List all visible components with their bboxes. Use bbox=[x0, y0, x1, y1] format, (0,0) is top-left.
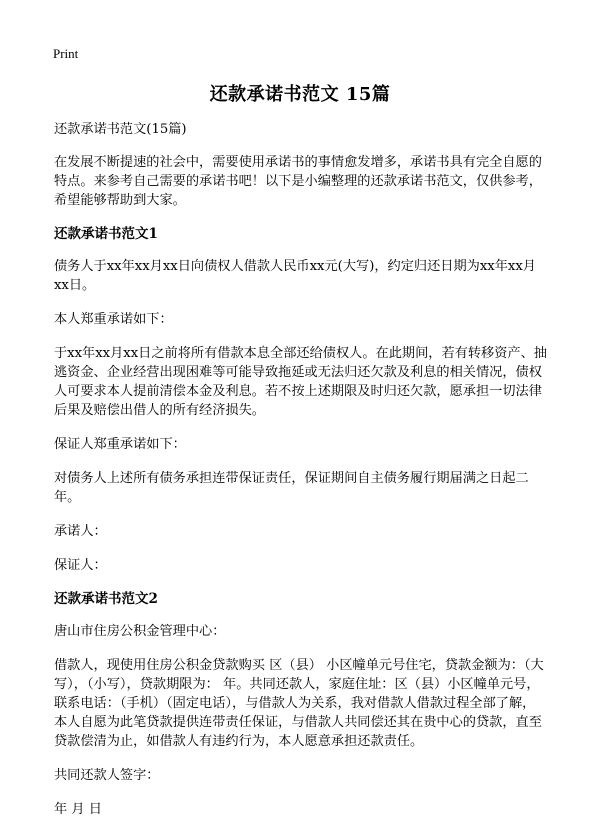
section1-paragraph-5: 对债务人上述所有债务承担连带保证责任，保证期间自主债务履行期届满之日起二年。 bbox=[54, 471, 529, 505]
document-title: 还款承诺书范文 15篇 bbox=[209, 84, 391, 105]
section1-heading: 还款承诺书范文1 bbox=[54, 226, 158, 242]
section2-paragraph-1: 唐山市住房公积金管理中心： bbox=[54, 624, 226, 639]
intro-paragraph: 在发展不断提速的社会中，需要使用承诺书的事情愈发增多，承诺书具有完全自愿的特点。来参考自己需要的承诺书吧！以下是小编整理的还款承诺书范文，仅供参考，希望能够帮助到大家。 bbox=[54, 155, 542, 208]
section2-date-line: 年 月 日 bbox=[54, 802, 102, 817]
section2-heading: 还款承诺书范文2 bbox=[54, 591, 158, 607]
section1-paragraph-1: 债务人于xx年xx月xx日向债权人借款人民币xx元(大写)，约定归还日期为xx年xx月xx日。 bbox=[54, 259, 536, 293]
section1-paragraph-3: 于xx年xx月xx日之前将所有借款本息全部还给债权人。在此期间，若有转移资产、抽逃资金、企业经营出现困难等可能导致拖延或无法归还欠款及利息的相关情况，债权人可要求本人提前清偿本金及利息。若不按上述期限及时归还欠款，愿承担一切法律后果及赔偿出借人的所有经济损失。 bbox=[54, 346, 547, 418]
section1-paragraph-2: 本人郑重承诺如下： bbox=[54, 312, 173, 327]
print-link[interactable]: Print bbox=[53, 46, 79, 61]
section1-paragraph-4: 保证人郑重承诺如下： bbox=[54, 437, 186, 452]
document-body bbox=[54, 120, 548, 834]
section1-guarantor-signature: 保证人： bbox=[54, 558, 107, 573]
section1-promisor-signature: 承诺人： bbox=[54, 524, 107, 539]
section2-paragraph-2: 借款人，现使用住房公积金贷款购买 区（县） 小区幢单元号住宅，贷款金额为：（大写），（小写），贷款期限为： 年。共同还款人，家庭住址：区（县）小区幢单元号，联系电话：（手机）（固定电话），与借款人为关系，我对借款人借款过程全部了解，本人自愿为此笔贷款提供连带责任保证，与借款人共同偿还其在贵中心的贷款，直至贷款偿清为止，如借款人有违约行为，本人愿意承担还款责任。 bbox=[54, 658, 544, 749]
section2-co-repayer-signature: 共同还款人签字： bbox=[54, 768, 160, 783]
document-subtitle: 还款承诺书范文(15篇) bbox=[54, 122, 187, 137]
